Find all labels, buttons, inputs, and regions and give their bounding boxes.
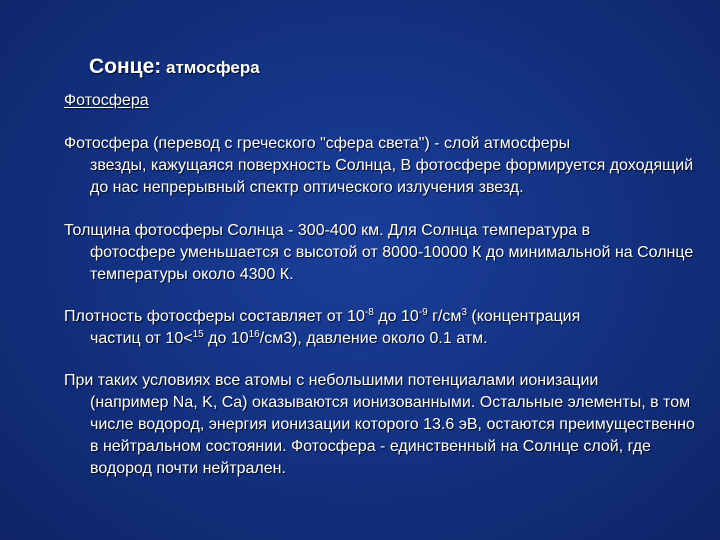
slide-title <box>89 44 260 81</box>
density-exp-3: 3 <box>461 307 467 318</box>
paragraph-thickness-first-line: Толщина фотосферы Солнца - 300-400 км. Для Солнца температура в <box>64 222 591 239</box>
slide-title-main: Сонце: <box>89 55 162 78</box>
paragraph-density-rest <box>64 328 704 350</box>
paragraph-density <box>64 306 704 350</box>
paragraph-thickness <box>64 220 704 286</box>
density-text-g: /см3), давление около 0.1 атм. <box>259 330 488 347</box>
density-exp-1: -8 <box>364 307 374 318</box>
density-exp-2: -9 <box>418 307 428 318</box>
density-text-a: Плотность фотосферы составляет от 10 <box>64 308 365 325</box>
paragraph-definition <box>64 133 704 199</box>
density-text-d: (концентрация <box>466 308 581 325</box>
paragraph-definition-rest: звезды, кажущаяся поверхность Солнца, В фотосфере формируется доходящий до нас непрерывный спектр оптического излучения звезд. <box>90 157 694 196</box>
paragraph-thickness-rest: фотосфере уменьшается с высотой от 8000-10000 К до минимальной на Солнце температуры около 4300 К. <box>90 244 694 283</box>
density-exp-5: 16 <box>248 329 260 340</box>
section-heading: Фотосфера <box>64 92 149 109</box>
density-exp-4: 15 <box>192 329 204 340</box>
paragraph-definition-first-line: Фотосфера (перевод с греческого "сфера света") - слой атмосферы <box>64 135 571 152</box>
paragraph-ionization-first-line: При таких условиях все атомы с небольшими потенциалами ионизации <box>64 372 599 389</box>
density-text-b: до 10 <box>373 308 419 325</box>
slide-title-sub: атмосфера <box>161 58 260 77</box>
density-text-e: частиц от 10< <box>90 330 193 347</box>
density-text-f: до 10 <box>203 330 249 347</box>
paragraph-ionization-rest: (например Na, K, Ca) оказываются ионизованными. Остальные элементы, в том числе водород, энергия ионизации которого 13.6 эВ, остаются преимущественно в нейтральном состоянии. Фотосфера - единственный на Солнце слой, где водород почти нейтрален. <box>90 394 695 477</box>
paragraph-ionization <box>64 370 704 480</box>
paragraph-density-first-line <box>64 306 704 328</box>
density-text-c: г/см <box>427 308 462 325</box>
